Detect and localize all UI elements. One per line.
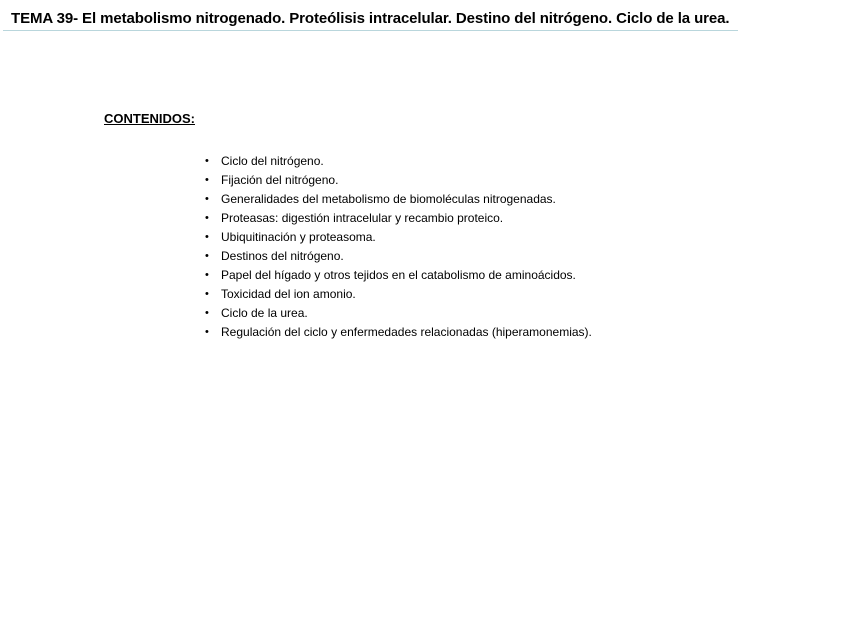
contents-list [205,154,592,344]
list-item-text: Papel del hígado y otros tejidos en el catabolismo de aminoácidos. [221,268,576,282]
bullet-icon: • [205,269,209,281]
bullet-icon: • [205,174,209,186]
list-item [205,268,592,287]
list-item-text: Ubiquitinación y proteasoma. [221,230,376,244]
list-item-text: Generalidades del metabolismo de biomoléculas nitrogenadas. [221,192,556,206]
list-item-text: Proteasas: digestión intracelular y recambio proteico. [221,211,504,225]
bullet-icon: • [205,307,209,319]
list-item-text: Ciclo de la urea. [221,306,308,320]
bullet-icon: • [205,326,209,338]
list-item [205,173,592,192]
list-item-text: Regulación del ciclo y enfermedades relacionadas (hiperamonemias). [221,325,592,339]
page-title: TEMA 39- El metabolismo nitrogenado. Proteólisis intracelular. Destino del nitrógeno. Ciclo de la urea. [11,10,730,27]
contents-heading: CONTENIDOS: [104,111,195,126]
list-item [205,211,592,230]
list-item [205,306,592,325]
bullet-icon: • [205,193,209,205]
bullet-icon: • [205,155,209,167]
list-item [205,249,592,268]
bullet-icon: • [205,231,209,243]
list-item-text: Destinos del nitrógeno. [221,249,344,263]
title-divider [3,30,738,31]
bullet-icon: • [205,288,209,300]
list-item-text: Toxicidad del ion amonio. [221,287,356,301]
list-item-text: Ciclo del nitrógeno. [221,154,324,168]
list-item-text: Fijación del nitrógeno. [221,173,339,187]
list-item [205,154,592,173]
list-item [205,230,592,249]
list-item [205,325,592,344]
list-item [205,287,592,306]
list-item [205,192,592,211]
bullet-icon: • [205,250,209,262]
bullet-icon: • [205,212,209,224]
